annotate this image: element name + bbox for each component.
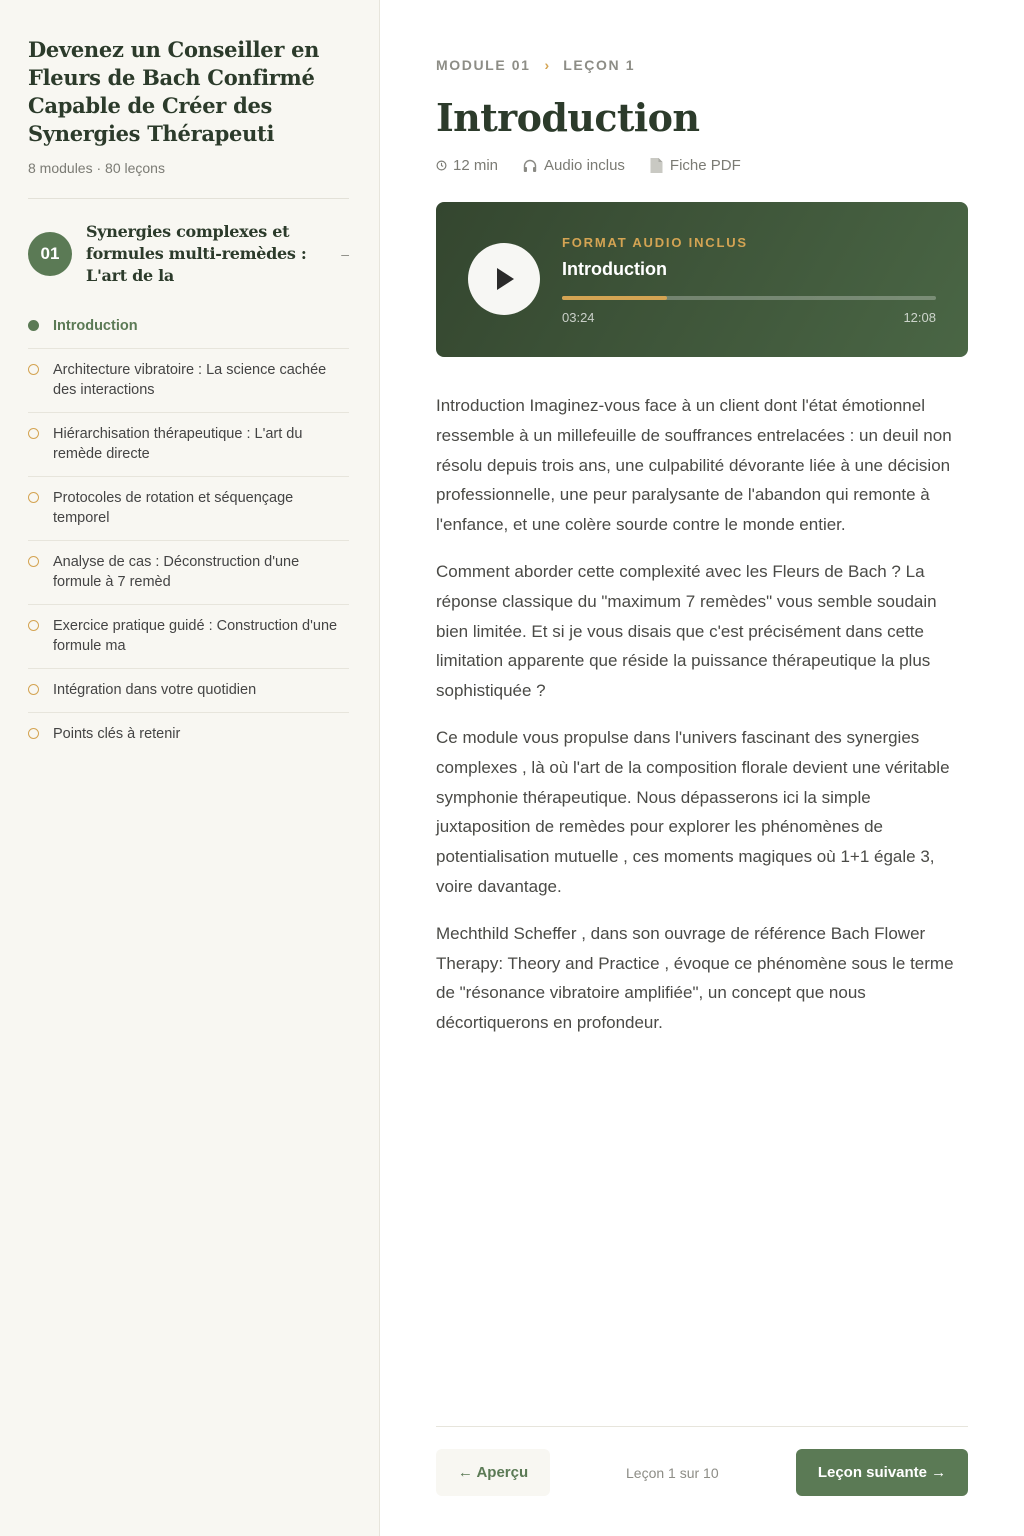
content-paragraph: Ce module vous propulse dans l'univers fascinant des synergies complexes , là où l'art de la composition florale devient une véritable symphonie thérapeutique. Nous dépasserons ici la simple juxtaposition de remèdes pour explorer les phénomènes de potentialisation mutuelle , ces moments magiques où 1+1 égale 3, voire davantage. [436,727,950,896]
lesson-item-introduction[interactable] [28,305,349,349]
lesson-label: Protocoles de rotation et séquençage temporel [53,490,294,526]
duration-meta [436,157,498,174]
lesson-item-architecture[interactable] [28,349,349,413]
course-meta: 8 modules · 80 leçons [28,160,165,176]
play-icon [492,266,516,292]
content-paragraph: Comment aborder cette complexité avec les Fleurs de Bach ? La réponse classique du "maximum 7 remèdes" vous semble soudain bien limitée. Et si je vous disais que c'est précisément dans cette limitation apparente que réside la puissance thérapeutique la plus sophistiquée ? [436,561,937,701]
lesson-meta [436,157,968,174]
audio-format-tag: FORMAT AUDIO INCLUS [562,235,748,250]
lesson-item-exercice-pratique[interactable] [28,605,349,669]
lesson-status-dot [28,728,39,739]
lesson-label: Analyse de cas : Déconstruction d'une formule à 7 remèd [53,554,300,590]
play-button[interactable] [468,243,540,315]
audio-title: Introduction [562,259,667,279]
lesson-item-analyse-de-cas[interactable] [28,541,349,605]
pdf-meta[interactable] [649,157,741,174]
page-title: Introduction [436,95,700,140]
lesson-status-dot [28,428,39,439]
course-sidebar [0,0,380,1536]
audio-meta [522,157,625,174]
module-header[interactable] [28,221,351,287]
lesson-item-protocoles[interactable] [28,477,349,541]
lesson-label: Exercice pratique guidé : Construction d'une formule ma [53,618,338,654]
previous-button[interactable]: ← Aperçu [436,1449,550,1496]
sidebar-divider [28,198,349,199]
content-paragraph: Mechthild Scheffer , dans son ouvrage de référence Bach Flower Therapy: Theory and Practice , évoque ce phénomène sous le terme de "résonance vibratoire amplifiée", un concept que nous décortiquerons en profondeur. [436,923,954,1033]
audio-progress-bar[interactable] [562,296,936,300]
clock-icon [436,160,447,171]
chevron-right-icon: › [544,57,550,73]
audio-player [436,202,968,357]
lesson-status-dot [28,684,39,695]
lesson-label: Points clés à retenir [53,726,181,742]
lesson-status-dot [28,364,39,375]
lesson-label: Architecture vibratoire : La science cachée des interactions [53,362,327,398]
lesson-label: Intégration dans votre quotidien [53,682,257,698]
lesson-status-dot [28,492,39,503]
breadcrumb-lesson: LEÇON 1 [563,57,636,73]
duration-text: 12 min [453,157,499,174]
lesson-content [436,391,968,1038]
lesson-status-dot [28,556,39,567]
lesson-list [28,305,351,756]
lesson-item-hierarchisation[interactable] [28,413,349,477]
breadcrumb-module[interactable]: MODULE 01 [436,57,531,73]
module-number-badge: 01 [28,232,72,276]
collapse-icon[interactable]: – [341,246,349,262]
module-name: Synergies complexes et formules multi-remèdes : L'art de la [86,222,307,285]
document-icon [649,157,664,174]
audio-progress-fill [562,296,667,300]
lesson-pager: Leçon 1 sur 10 [626,1465,719,1481]
lesson-item-integration[interactable] [28,669,349,713]
breadcrumb [436,57,968,73]
audio-text: Audio inclus [544,157,625,174]
total-time: 12:08 [903,310,936,325]
course-title: Devenez un Conseiller en Fleurs de Bach Confirmé Capable de Créer des Synergies Thérapeuti [28,37,320,146]
lesson-item-points-cles[interactable] [28,713,349,756]
lesson-status-dot [28,320,39,331]
pdf-text: Fiche PDF [669,157,741,174]
lesson-main [436,0,968,1536]
current-time: 03:24 [562,310,595,325]
lesson-status-dot [28,620,39,631]
content-paragraph: Introduction Imaginez-vous face à un client dont l'état émotionnel ressemble à un millefeuille de souffrances entrelacées : un deuil non résolu depuis trois ans, une culpabilité dévorante liée à une décision professionnelle, une peur paralysante de l'abandon qui remonte à l'enfance, et une colère sourde contre le monde entier. [436,396,952,535]
lesson-label: Hiérarchisation thérapeutique : L'art du remède directe [53,426,303,462]
next-lesson-button[interactable]: Leçon suivante → [796,1449,968,1496]
headphones-icon [522,158,538,174]
lesson-label: Introduction [53,318,138,334]
footer-divider [436,1426,968,1427]
